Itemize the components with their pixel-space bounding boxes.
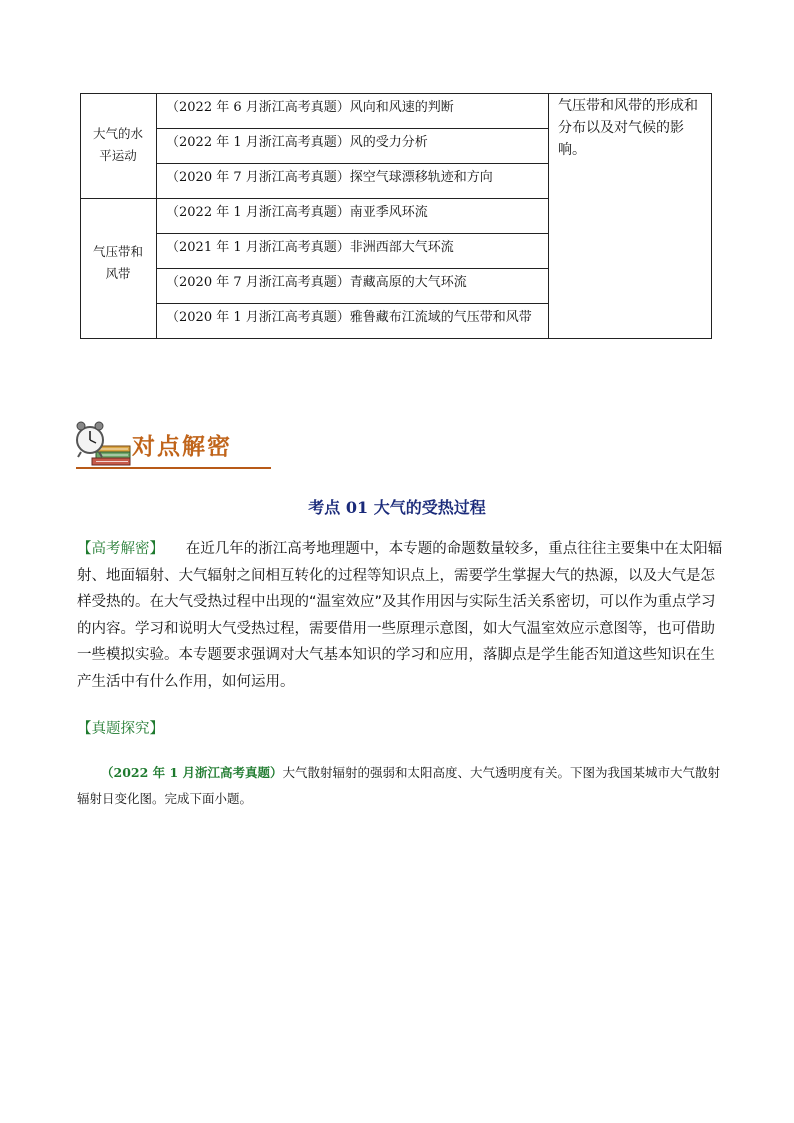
category-cell — [81, 123, 155, 167]
topic-label: 雅鲁藏布江流域的气压带和风带 — [349, 310, 532, 325]
exam-source: （2022 年 6 月浙江高考真题） — [166, 100, 350, 115]
alarm-clock-books-icon — [72, 418, 132, 468]
table-divider — [548, 93, 549, 339]
category-label: 大气的水 — [92, 126, 143, 141]
topic-label: 青藏高原的大气环流 — [349, 275, 467, 290]
question-text: 大气散射辐射的强弱和太阳高度、大气透明度有关。下图为我国某城市大气散射辐射日变化图。完成下面小题。 — [77, 765, 721, 806]
analysis-paragraph — [77, 536, 725, 695]
question-source: （2022 年 1 月浙江高考真题） — [101, 765, 283, 780]
category-label: 平运动 — [99, 148, 137, 163]
table-divider — [156, 268, 548, 269]
exploration-tag: 【真题探究】 — [77, 721, 164, 737]
exploration-heading — [77, 716, 725, 743]
exam-source: （2020 年 7 月浙江高考真题） — [166, 170, 350, 185]
table-row — [166, 236, 454, 255]
section-banner — [72, 418, 272, 474]
topic-label: 探空气球漂移轨迹和方向 — [349, 170, 493, 185]
topic-label: 风的受力分析 — [349, 135, 428, 150]
kaodian-title: 考点 01 大气的受热过程 — [308, 498, 486, 517]
table-divider — [156, 303, 548, 304]
banner-underline — [76, 467, 271, 469]
exam-source: （2022 年 1 月浙江高考真题） — [166, 205, 350, 220]
section-title: 对点解密 — [132, 434, 232, 460]
analysis-text: 在近几年的浙江高考地理题中，本专题的命题数量较多，重点往往主要集中在太阳辐射、地面辐射、大气辐射之间相互转化的过程等知识点上，需要学生掌握大气的热源，以及大气是怎样受热的。在大气受热过程中出现的“温室效应”及其作用因与实际生活关系密切，可以作为重点学习的内容。学习和说明大气受热过程，需要借用一些原理示意图，如大气温室效应示意图等，也可借助一些模拟实验。本专题要求强调对大气基本知识的学习和应用，落脚点是学生能否知道这些知识在生产生活中有什么作用，如何运用。 — [77, 541, 723, 690]
exam-source: （2021 年 1 月浙江高考真题） — [166, 240, 350, 255]
question-stem — [77, 760, 725, 812]
table-divider — [156, 128, 548, 129]
category-label: 气压带和 — [92, 244, 143, 259]
table-row — [166, 201, 428, 220]
topic-label: 南亚季风环流 — [349, 205, 428, 220]
table-row — [166, 96, 454, 115]
table-divider — [80, 198, 548, 199]
exam-topic-table — [80, 93, 712, 339]
table-row — [166, 166, 493, 185]
topic-label: 风向和风速的判断 — [349, 100, 454, 115]
table-divider — [156, 163, 548, 164]
requirement-text: 气压带和风带的形成和分布以及对气候的影响。 — [558, 98, 698, 158]
exam-source: （2022 年 1 月浙江高考真题） — [166, 135, 350, 150]
topic-label: 非洲西部大气环流 — [349, 240, 454, 255]
table-row — [166, 306, 532, 325]
exam-source: （2020 年 7 月浙江高考真题） — [166, 275, 350, 290]
exam-source: （2020 年 1 月浙江高考真题） — [166, 310, 350, 325]
category-label: 风带 — [105, 266, 131, 281]
table-divider — [156, 233, 548, 234]
category-cell — [81, 241, 155, 285]
table-row — [166, 271, 467, 290]
analysis-tag: 【高考解密】 — [77, 541, 157, 557]
table-row — [166, 131, 428, 150]
